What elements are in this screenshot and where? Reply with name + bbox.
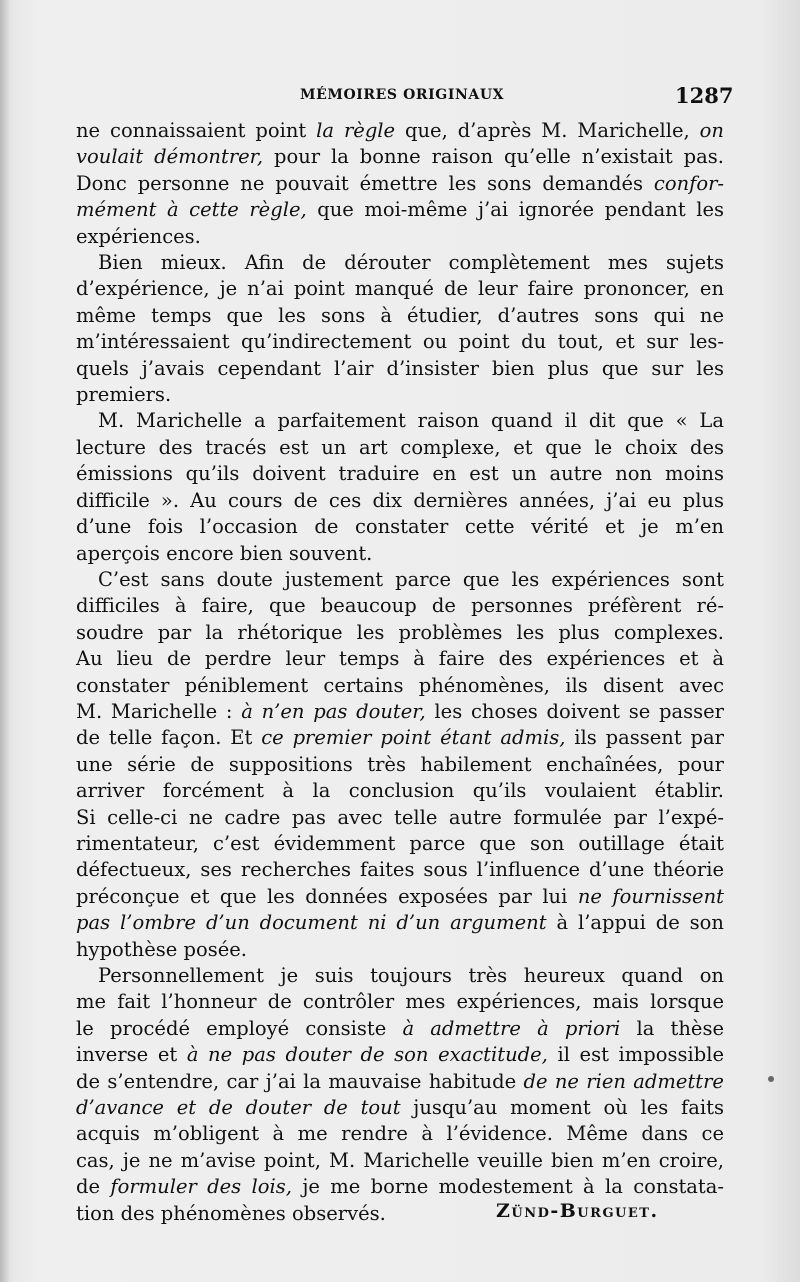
text-segment: même temps que les sons à étudier, d’autres sons qui ne [76, 303, 724, 327]
text-segment: Personnellement je suis toujours très heureux quand on [98, 964, 724, 987]
text-segment: je me borne modestement à la constata- [291, 1175, 724, 1199]
text-line [76, 1095, 724, 1121]
italic-segment: à n’en pas douter, [241, 699, 426, 723]
page-edge-shadow [0, 0, 10, 1282]
italic-segment: de ne rien admettre [523, 1069, 724, 1093]
text-line [76, 699, 724, 725]
text-line [76, 171, 724, 197]
text-line [76, 435, 724, 461]
text-segment: quels j’avais cependant l’air d’insister bien plus que sur les [76, 356, 724, 380]
text-line [76, 989, 724, 1015]
running-head [0, 83, 800, 108]
text-line [76, 1042, 724, 1068]
text-line [76, 831, 724, 857]
text-segment: Au lieu de perdre leur temps à faire des expériences et à [76, 647, 724, 671]
text-segment: aperçois encore bien souvent. [76, 541, 373, 565]
text-line [76, 382, 724, 408]
text-segment: Donc personne ne pouvait émettre les sons demandés [76, 171, 654, 195]
text-segment: constater péniblement certains phénomènes, ils disent avec [76, 673, 724, 697]
text-line [76, 1174, 724, 1200]
text-segment: soudre par la rhétorique les problèmes les plus complexes. [76, 620, 724, 644]
text-segment: une série de suppositions très habilement enchaînées, pour [76, 752, 724, 776]
text-segment: Bien mieux. Afin de dérouter complètement mes sujets [98, 251, 724, 275]
text-line [76, 408, 724, 434]
text-segment: que, d’après M. Marichelle, [395, 119, 700, 142]
text-line [76, 725, 724, 751]
text-line [76, 197, 724, 223]
text-segment: le procédé employé consiste [76, 1016, 403, 1040]
text-line [76, 884, 724, 910]
text-segment: arriver forcément à la conclusion qu’ils voulaient établir. [76, 779, 724, 803]
text-segment: M. Marichelle : [76, 699, 242, 723]
text-segment: défectueux, ses recherches faites sous l’influence d’une théorie [76, 858, 724, 882]
italic-segment: à ne pas douter de son exactitude, [186, 1043, 548, 1067]
text-segment: pour la bonne raison qu’elle n’existait pas. [263, 145, 724, 169]
text-line [76, 593, 724, 619]
page-number: 1287 [675, 83, 734, 108]
body-text [76, 118, 724, 1227]
text-line [76, 752, 724, 778]
text-line [76, 118, 724, 144]
paragraph [76, 567, 724, 963]
text-segment: ne connaissaient point [76, 119, 317, 142]
text-line [76, 250, 724, 276]
text-segment: que moi-même j’ai ignorée pendant les [306, 198, 724, 222]
paragraph [76, 963, 724, 1227]
text-segment: d’expérience, je n’ai point manqué de leur faire prononcer, en [76, 277, 724, 301]
italic-segment: pas l’ombre d’un document ni d’un argument [76, 911, 547, 935]
italic-segment: voulait démontrer, [76, 145, 264, 169]
text-segment: tion des phénomènes observés. [76, 1201, 386, 1225]
text-line [76, 488, 724, 514]
text-segment: inverse et [76, 1043, 187, 1067]
paragraph [76, 250, 724, 408]
text-line [76, 646, 724, 672]
text-segment: M. Marichelle a parfaitement raison quand il dit que « La [98, 409, 724, 433]
text-line [76, 329, 724, 355]
text-line [76, 514, 724, 540]
text-line [76, 224, 724, 250]
ink-spot [768, 1076, 774, 1082]
text-line [76, 144, 724, 170]
paragraph [76, 408, 724, 566]
text-segment: m’intéressaient qu’indirectement ou point du tout, et sur les- [76, 330, 724, 354]
text-segment: d’une fois l’occasion de constater cette vérité et je m’en [76, 515, 724, 539]
text-segment: de [76, 1175, 111, 1199]
text-line [76, 356, 724, 382]
text-line [76, 620, 724, 646]
running-head-title: MÉMOIRES ORIGINAUX [300, 87, 505, 103]
text-segment: rimentateur, c’est évidemment parce que son outillage était [76, 831, 724, 855]
text-segment: la thèse [620, 1016, 724, 1040]
italic-segment: ce premier point étant admis, [261, 726, 566, 750]
text-line [76, 805, 724, 831]
text-line [76, 1148, 724, 1174]
text-segment: émissions qu’ils doivent traduire en est un autre non moins [76, 462, 724, 486]
text-line [76, 963, 724, 989]
text-segment: cas, je ne m’avise point, M. Marichelle veuille bien m’en croire, [76, 1148, 724, 1172]
text-line [76, 673, 724, 699]
text-segment: de s’entendre, car j’ai la mauvaise habitude [76, 1069, 524, 1093]
text-segment: expériences. [76, 224, 201, 248]
text-segment: me fait l’honneur de contrôler mes expériences, mais lorsque [76, 990, 724, 1014]
text-line [76, 778, 724, 804]
text-line [76, 541, 724, 567]
text-segment: les choses doivent se passer [425, 699, 724, 723]
text-line [76, 857, 724, 883]
text-segment: hypothèse posée. [76, 937, 247, 961]
paragraph [76, 118, 724, 250]
text-segment: C’est sans doute justement parce que les expériences sont [98, 567, 724, 591]
italic-segment: à admettre à priori [402, 1016, 621, 1040]
text-segment: Si celle-ci ne cadre pas avec telle autre formulée par l’expé- [76, 805, 724, 829]
text-segment: préconçue et que les données exposées par lui [76, 884, 578, 908]
text-segment: premiers. [76, 383, 172, 407]
text-line [76, 1121, 724, 1147]
text-line [76, 937, 724, 963]
italic-segment: formuler des lois, [110, 1175, 292, 1199]
italic-segment: ne fournissent [577, 884, 724, 908]
text-line [76, 303, 724, 329]
text-segment: difficile ». Au cours de ces dix dernières années, j’ai eu plus [76, 488, 724, 512]
text-line [76, 276, 724, 302]
text-segment: ils passent par [565, 726, 724, 750]
text-line [76, 1016, 724, 1042]
italic-segment: d’avance et de douter de tout [76, 1096, 401, 1120]
text-segment: acquis m’obligent à me rendre à l’évidence. Même dans ce [76, 1122, 724, 1146]
italic-segment: mément à cette règle, [76, 198, 307, 222]
author-signature: Zünd-Burguet. [496, 1200, 659, 1222]
text-segment: jusqu’au moment où les faits [400, 1096, 724, 1120]
text-segment: à l’appui de son [546, 911, 724, 935]
text-segment: lecture des tracés est un art complexe, et que le choix des [76, 435, 724, 459]
text-line [76, 1069, 724, 1095]
italic-segment: confor- [653, 171, 724, 195]
text-line [76, 567, 724, 593]
text-line [76, 910, 724, 936]
text-segment: il est impossible [547, 1043, 724, 1067]
text-segment: de telle façon. Et [76, 726, 262, 750]
text-line [76, 461, 724, 487]
italic-segment: la règle [316, 119, 396, 142]
text-segment: difficiles à faire, que beaucoup de personnes préfèrent ré- [76, 594, 724, 618]
italic-segment: on [699, 119, 724, 142]
